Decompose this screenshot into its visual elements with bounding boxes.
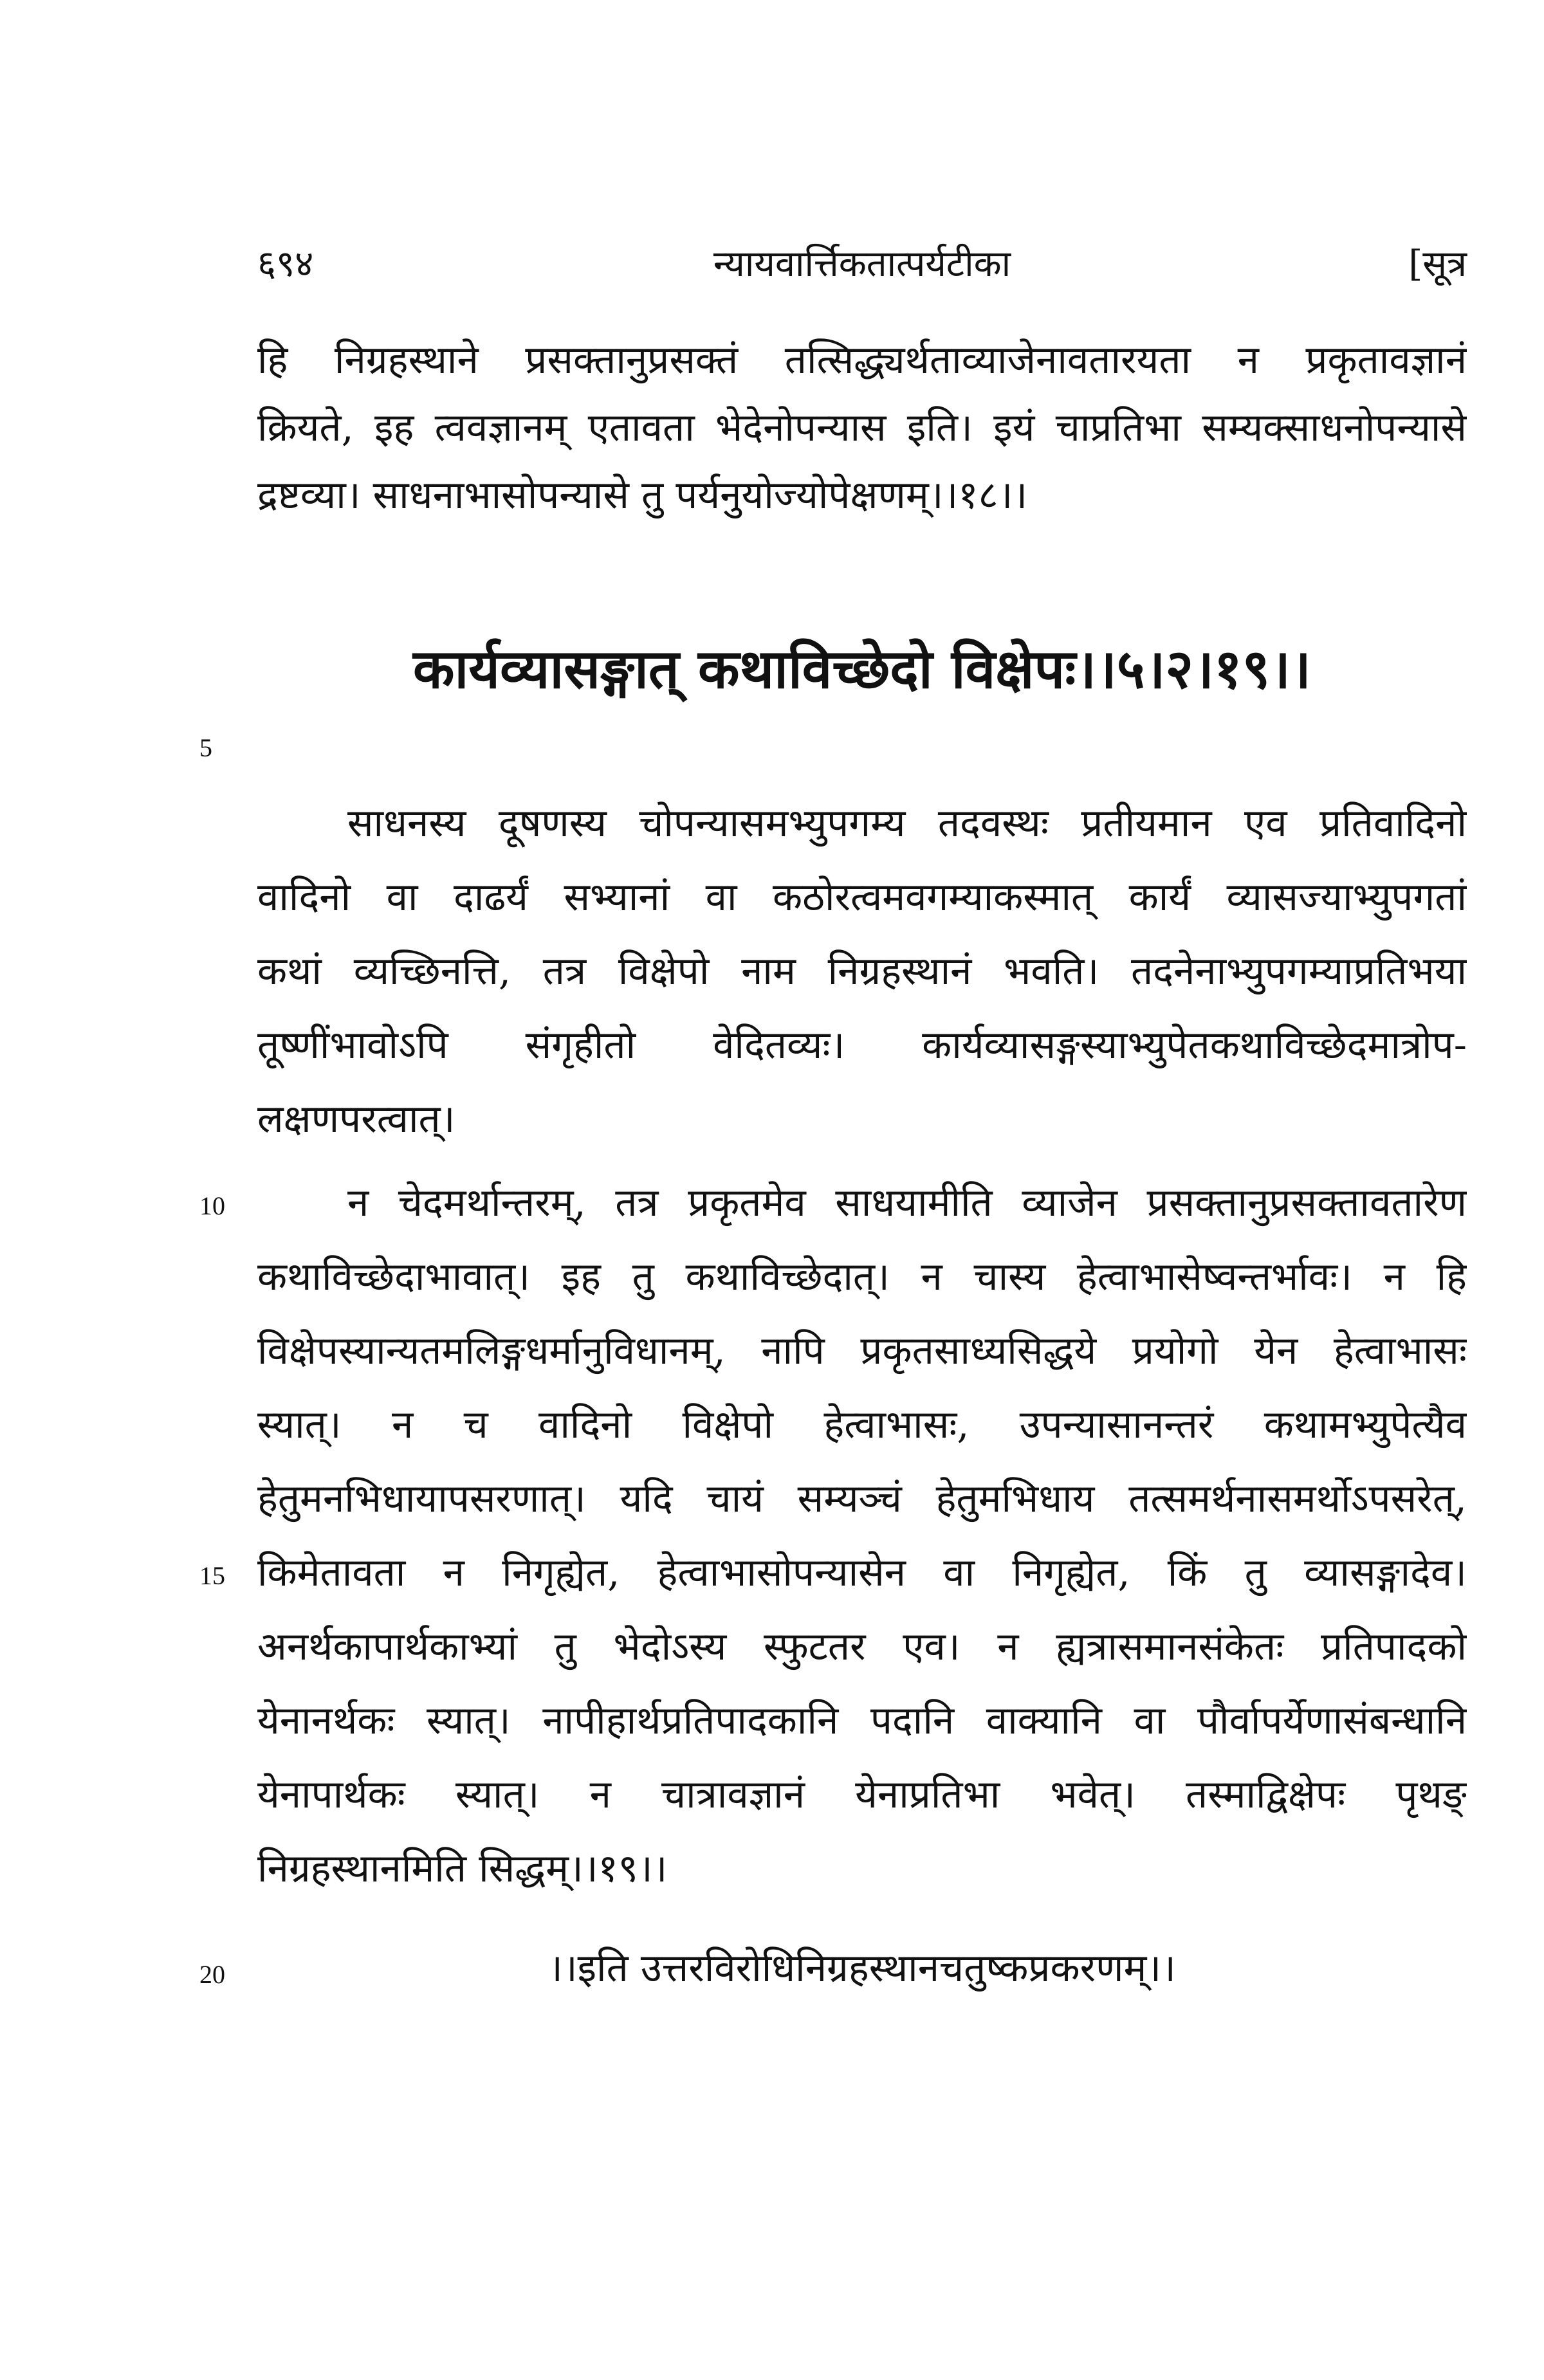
text-line: हेतुमनभिधायापसरणात्। यदि चायं सम्यञ्चं हेतुमभिधाय तत्समर्थनासमर्थोऽपसरेत्, (257, 1476, 1467, 1521)
text-line: द्रष्टव्या। साधनाभासोपन्यासे तु पर्यनुयोज्योपेक्षणम्।।१८।। (257, 473, 1028, 518)
text-line: येनानर्थकः स्यात्। नापीहार्थप्रतिपादकानि पदानि वाक्यानि वा पौर्वापर्येणासंबन्धानि (257, 1698, 1467, 1743)
text-line: वादिनो वा दाढर्यं सभ्यानां वा कठोरत्वमवगम्याकस्मात् कार्यं व्यासज्याभ्युपगतां (257, 875, 1467, 920)
text-line: कथाविच्छेदाभावात्। इह तु कथाविच्छेदात्। न चास्य हेत्वाभासेष्वन्तर्भावः। न हि (257, 1254, 1467, 1299)
text-line: कथां व्यच्छिनत्ति, तत्र विक्षेपो नाम निग्रहस्थानं भवति। तदनेनाभ्युपगम्याप्रतिभया (257, 949, 1467, 994)
text-line: साधनस्य दूषणस्य चोपन्यासमभ्युपगम्य तदवस्थः प्रतीयमान एव प्रतिवादिनो (347, 801, 1467, 846)
text-line: लक्षणपरत्वात्। (257, 1097, 455, 1142)
section-closing: ।।इति उत्तरविरोधिनिग्रहस्थानचतुष्कप्रकरणम्।। (548, 1946, 1176, 1991)
section-label: [सूत्र (1408, 243, 1467, 285)
text-line: तूष्णींभावोऽपि संगृहीतो वेदितव्यः। कार्यव्यासङ्गस्याभ्युपेतकथाविच्छेदमात्रोप- (257, 1023, 1467, 1068)
page-header (257, 238, 1467, 296)
text-line: क्रियते, इह त्ववज्ञानम् एतावता भेदेनोपन्यास इति। इयं चाप्रतिभा सम्यक्साधनोपन्यासे (257, 405, 1467, 450)
text-line: विक्षेपस्यान्यतमलिङ्गधर्मानुविधानम्, नापि प्रकृतसाध्यसिद्धये प्रयोगो येन हेत्वाभासः (257, 1328, 1467, 1373)
text-line: न चेदमर्थान्तरम्, तत्र प्रकृतमेव साधयामीति व्याजेन प्रसक्तानुप्रसक्तावतारेण (347, 1180, 1467, 1225)
text-line: स्यात्। न च वादिनो विक्षेपो हेत्वाभासः, उपन्यासानन्तरं कथामभ्युपेत्यैव (257, 1402, 1467, 1447)
text-line: निग्रहस्थानमिति सिद्धम्।।१९।। (257, 1846, 668, 1891)
sutra-heading: कार्यव्यासङ्गात् कथाविच्छेदो विक्षेपः।।५।२।१९।। (413, 637, 1311, 700)
line-number: 10 (199, 1191, 225, 1220)
text-line: अनर्थकापार्थकाभ्यां तु भेदोऽस्य स्फुटतर एव। न ह्यत्रासमानसंकेतः प्रतिपादको (257, 1624, 1467, 1669)
page-number: ६९४ (257, 243, 314, 285)
running-title: न्यायवार्त्तिकतात्पर्यटीका (713, 243, 1011, 285)
text-line: किमेतावता न निगृह्येत, हेत्वाभासोपन्यासेन वा निगृह्येत, किं तु व्यासङ्गादेव। (257, 1550, 1467, 1595)
text-line: हि निग्रहस्थाने प्रसक्तानुप्रसक्तं तत्सिद्ध्यर्थताव्याजेनावतारयता न प्रकृतावज्ञानं (257, 338, 1467, 383)
line-number: 20 (199, 1960, 225, 1989)
text-line: येनापार्थकः स्यात्। न चात्रावज्ञानं येनाप्रतिभा भवेत्। तस्माद्विक्षेपः पृथङ् (257, 1772, 1467, 1817)
line-number: 5 (199, 733, 212, 762)
line-number: 15 (199, 1561, 225, 1590)
